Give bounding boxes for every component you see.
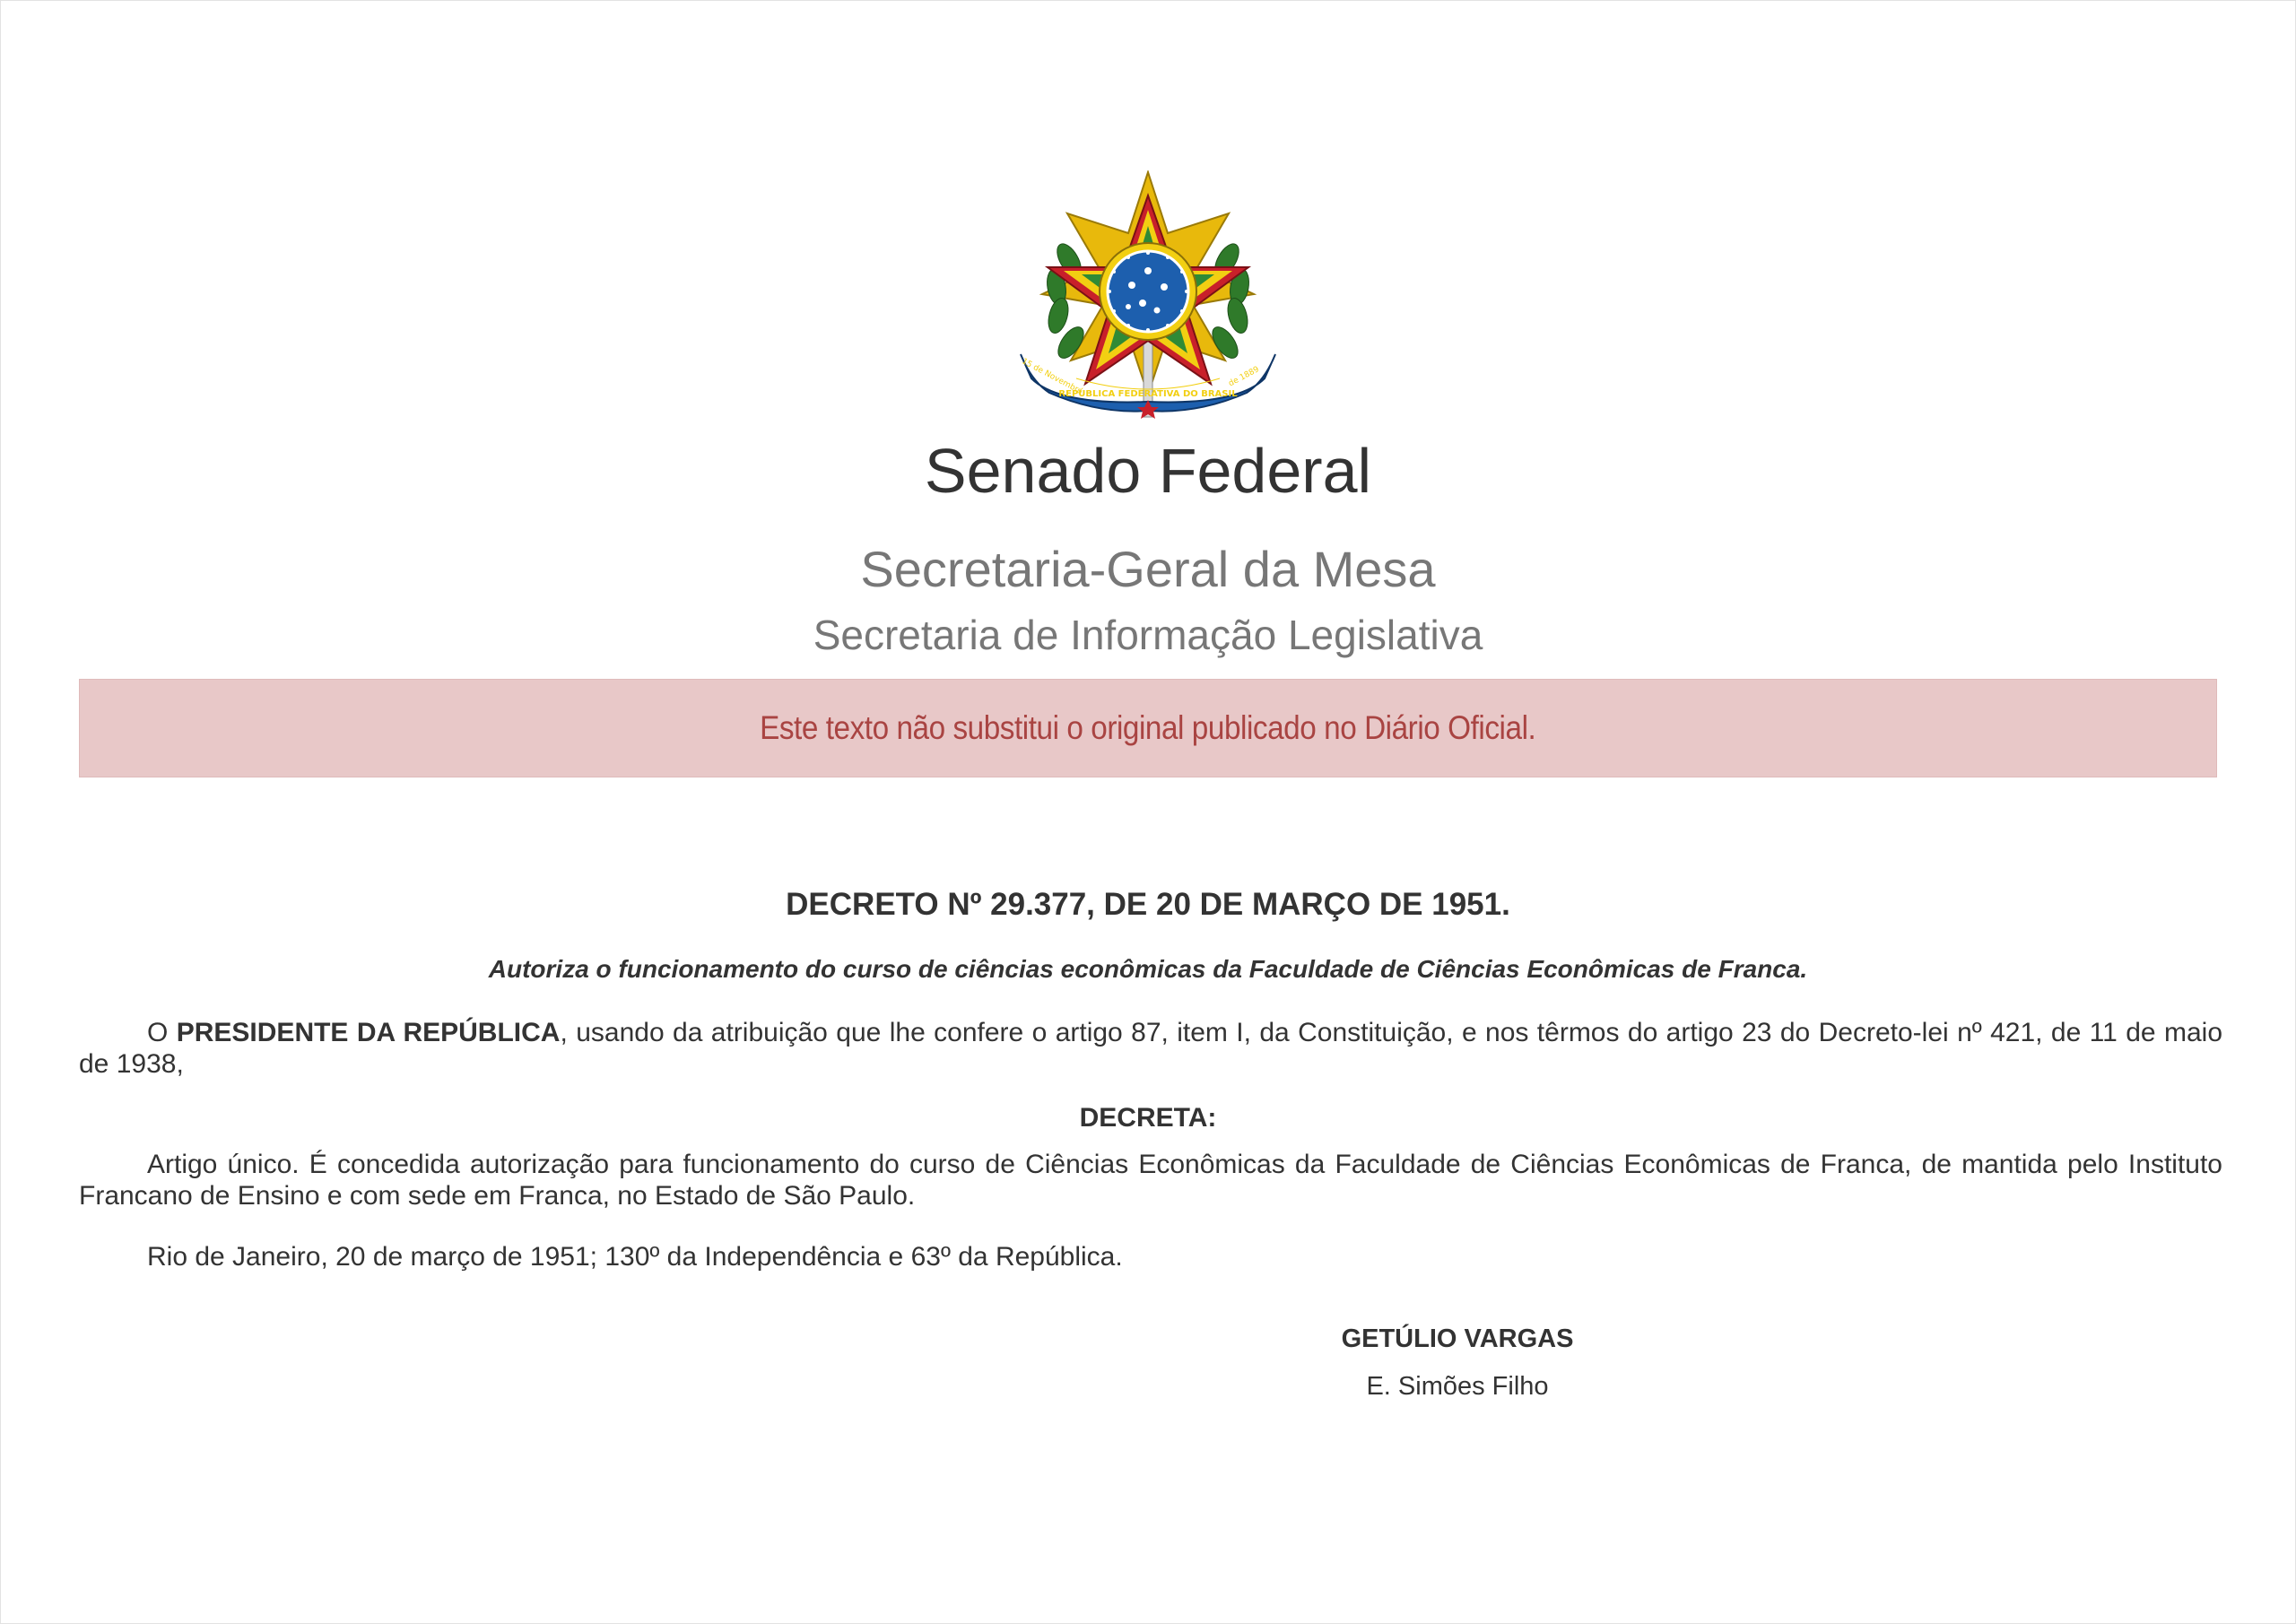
preamble-rest: , usando da atribuição que lhe confere o artigo 87, item I, da Constituição, e nos têrmos do artigo 23 do Decreto-lei nº 421, de 11 de maio de 1938, [79, 1018, 2222, 1079]
decreta-label: DECRETA: [1079, 1103, 1217, 1133]
brazil-coat-of-arms-icon [1013, 170, 1283, 430]
dept-title: Secretaria-Geral da Mesa [860, 541, 1436, 597]
coat-of-arms-disc [1100, 243, 1196, 340]
preamble-bold: PRESIDENTE DA REPÚBLICA [176, 1018, 561, 1047]
subdept-title: Secretaria de Informação Legislativa [813, 612, 1483, 658]
emblem-date-right: de 1889 [1227, 365, 1261, 389]
decree-preamble [79, 1017, 2222, 1080]
preamble-lead: O [147, 1018, 177, 1047]
emblem-date-left: 15 de Novembro [1020, 357, 1084, 397]
page-header [0, 0, 2296, 682]
emblem-ribbon-text: REPÚBLICA FEDERATIVA DO BRASIL [1058, 389, 1238, 399]
notice-text: Este texto não substitui o original publicado no Diário Oficial. [760, 709, 1536, 746]
decree-title: DECRETO Nº 29.377, DE 20 DE MARÇO DE 1951. [786, 887, 1510, 922]
decree-article: Artigo único. É concedida autorização para funcionamento do curso de Ciências Econômicas da Faculdade de Ciências Econômicas de Franca, de mantida pelo Instituto Francano de Ensino e com sede em Franca, no Estado de São Paulo. [79, 1150, 2222, 1211]
signature-main: GETÚLIO VARGAS [1341, 1324, 1574, 1353]
official-notice-banner [79, 679, 2217, 777]
signature-co-signer: E. Simões Filho [1366, 1372, 1549, 1401]
org-title: Senado Federal [924, 436, 1372, 506]
decree-summary: Autoriza o funcionamento do curso de ciências econômicas da Faculdade de Ciências Econômicas de Franca. [488, 955, 1808, 983]
decree-place-date: Rio de Janeiro, 20 de março de 1951; 130º da Independência e 63º da República. [147, 1242, 1123, 1272]
